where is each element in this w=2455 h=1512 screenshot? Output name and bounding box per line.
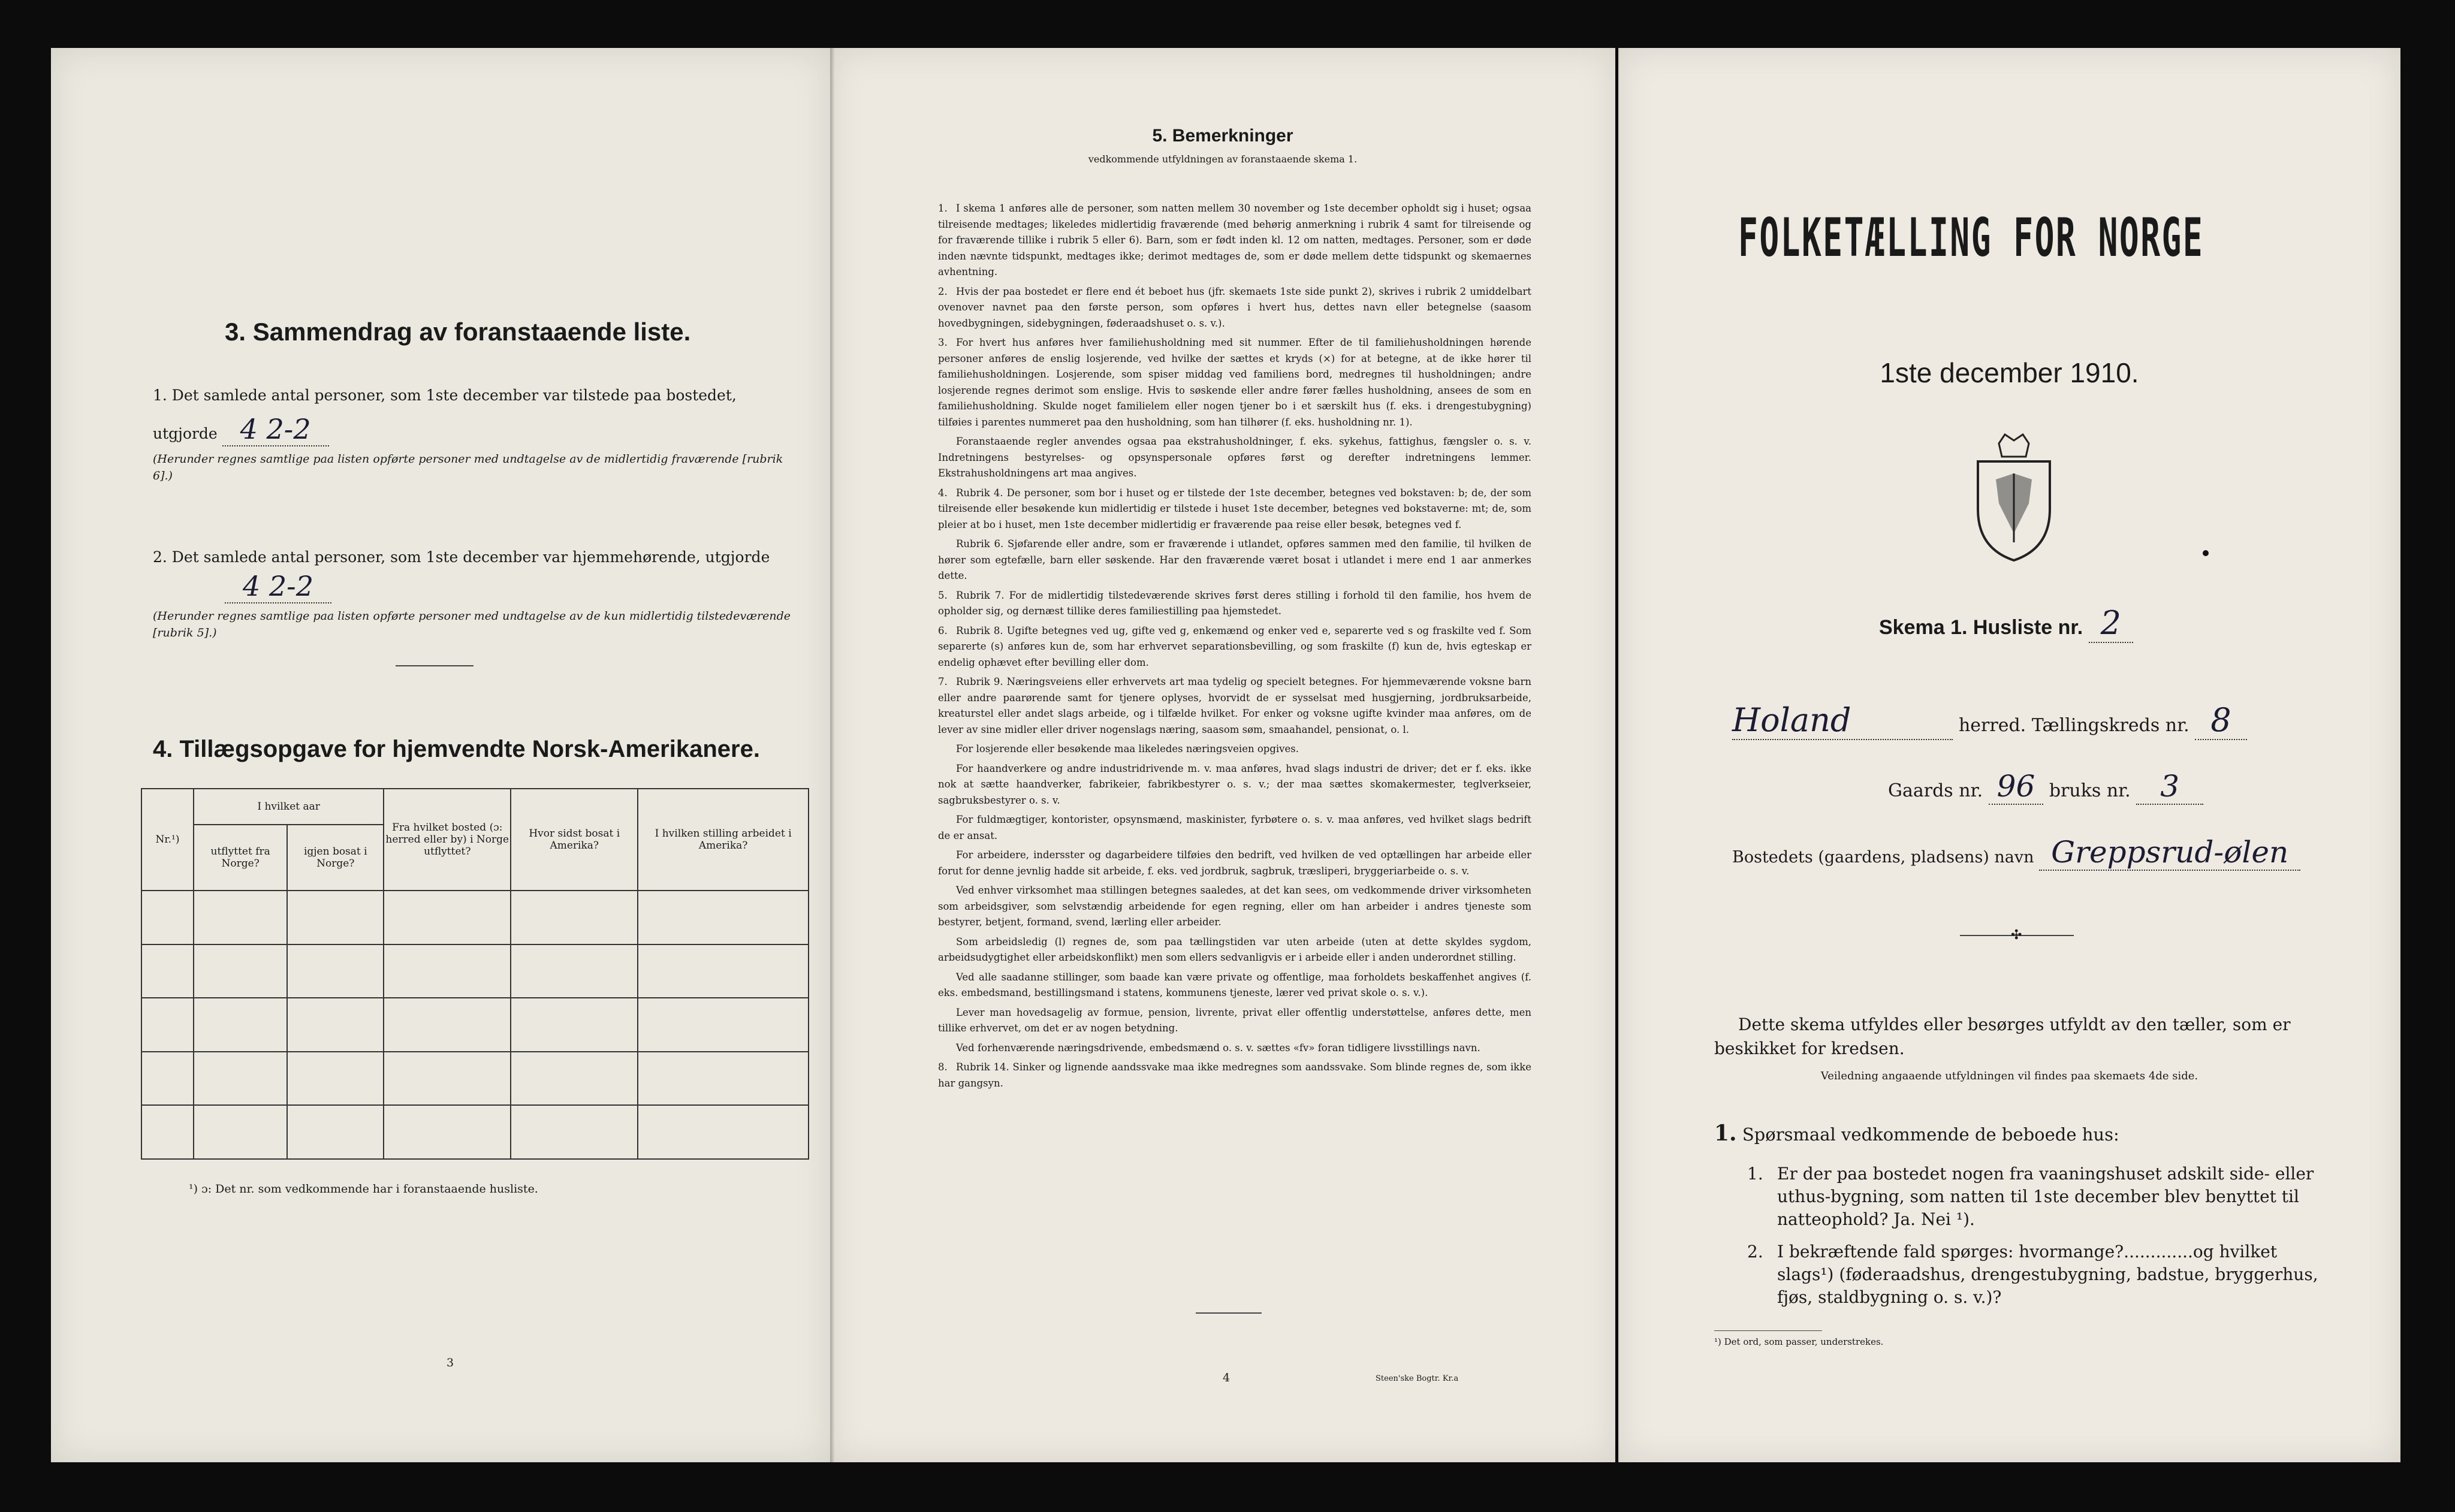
table-row[interactable] <box>141 1052 809 1106</box>
remark-text: Rubrik 9. Næringsveiens eller erhvervets art maa tydelig og specielt betegnes. For hjemmeværende voksne barn eller andre paarørende samt for tjenere oplyses, hvorvidt de er sysselsat med husgjerning, jordbruksarbeide, kreaturstel eller andet slags arbeide, og i tilfælde hvilket. For enker og voksne ugifte kvinder maa anføres, om de lever av sine midler eller driver nogenslags næring, saasom søm, smaahandel, pensionat, o. l. <box>938 676 1531 735</box>
gaards-label: Gaards nr. <box>1888 780 1983 801</box>
ornament-icon: ✣ <box>2011 928 2022 943</box>
remark-text: Hvis der paa bostedet er flere end ét beboet hus (jfr. skemaets 1ste side punkt 2), skrives i rubrik 2 umiddelbart ovenover navnet paa den første person, som opføres i hvert hus, dettes navn eller betegnelse (saasom hovedbygningen, sidebygningen, føderaadshuset o. s. v.). <box>938 285 1531 329</box>
remark-paragraph <box>938 284 1531 332</box>
col-from-where: Fra hvilket bosted (ɔ: herred eller by) i Norge utflyttet? <box>384 789 511 891</box>
questions-header <box>1714 1121 2119 1146</box>
remark-text: For haandverkere og andre industridrivende m. v. maa anføres, hvad slags industri de driver; det er f. eks. ikke nok at sætte haandverker, fabrikeier, fabrikbestyrer o. s. v.; der maa sættes skomakermester, teglverkseier, sagbruksbestyrer o. s. v. <box>938 762 1531 806</box>
husliste-nr-value[interactable]: 2 <box>2089 604 2133 643</box>
page-3 <box>51 48 830 1462</box>
section-3-title: 3. Sammendrag av foranstaaende liste. <box>225 318 691 346</box>
coat-of-arms-icon <box>1966 431 2062 563</box>
table-row[interactable] <box>141 998 809 1052</box>
remark-text: Som arbeidsledig (l) regnes de, som paa tællingstiden var uten arbeide (uten at dette skyldes sygdom, arbeidsudygtighet eller arbeidskonflikt) men som ellers sedvanligvis er i arbeide eller i anden underordnet stilling. <box>938 935 1531 963</box>
remark-paragraph <box>938 485 1531 533</box>
page-1-footnote: ¹) Det ord, som passer, understrekes. <box>1714 1336 1884 1347</box>
summary-item-1-text: 1. Det samlede antal personer, som 1ste december var tilstede paa bostedet, <box>153 387 737 404</box>
questions-header-text: Spørsmaal vedkommende de beboede hus: <box>1742 1124 2119 1145</box>
summary-item-1 <box>153 384 812 484</box>
skema-line <box>1879 604 2133 642</box>
norsk-amerikanere-table <box>141 788 809 1160</box>
remark-text: Ved forhenværende næringsdrivende, embedsmænd o. s. v. sættes «fv» foran tidligere livsstillings navn. <box>956 1042 1480 1054</box>
bosted-value[interactable]: Greppsrud-ølen <box>2039 835 2300 871</box>
question-1-num: 1. <box>1747 1164 1763 1184</box>
census-date: 1ste december 1910. <box>1880 357 2139 388</box>
remark-paragraph <box>938 1005 1531 1037</box>
divider <box>396 665 473 666</box>
remark-paragraph <box>938 761 1531 809</box>
remark-text: For losjerende eller besøkende maa likeledes næringsveien opgives. <box>956 743 1299 755</box>
table-row[interactable] <box>141 891 809 944</box>
bruks-value[interactable]: 3 <box>2136 769 2203 805</box>
remark-number: 8. <box>938 1061 948 1073</box>
table-row[interactable] <box>141 944 809 998</box>
gaards-value[interactable]: 96 <box>1989 769 2044 805</box>
bosted-label: Bostedets (gaardens, pladsens) navn <box>1732 848 2034 867</box>
remark-paragraph <box>938 536 1531 584</box>
col-occupation: I hvilken stilling arbeidet i Amerika? <box>638 789 809 891</box>
page-number: 4 <box>1223 1371 1230 1384</box>
remark-number: 6. <box>938 624 948 636</box>
section-4-title: 4. Tillægsopgave for hjemvendte Norsk-Amerikanere. <box>153 736 760 762</box>
page-fold <box>830 48 835 1462</box>
remark-text: For arbeidere, indersster og dagarbeidere tilføies den bedrift, ved hvilken de ved optællingen har arbeide eller forut for denne jevnlig hadde sit arbeide, f. eks. ved jordbruk, sagbruk, træsliperi, bryggeriarbeide o. s. v. <box>938 849 1531 877</box>
remark-number: 1. <box>938 203 948 214</box>
ink-dot <box>2203 550 2209 556</box>
col-returned: igjen bosat i Norge? <box>287 825 384 891</box>
question-1-text: Er der paa bostedet nogen fra vaaningshuset adskilt side- eller uthus-bygning, som natten til 1ste december blev benyttet til natteophold? Ja. Nei ¹). <box>1777 1164 2314 1229</box>
remark-paragraph <box>938 812 1531 844</box>
remark-text: Rubrik 7. For de midlertidig tilstedeværende skrives først deres stilling i forhold til den familie, hos hvem de opholder sig, og dernæst tillike deres familiestilling paa hjemstedet. <box>938 589 1531 617</box>
remark-text: Rubrik 8. Ugifte betegnes ved ug, gifte ved g, enkemænd og enker ved e, separerte ved s og fraskilte ved f. Som separerte (s) anføres kun de, som har erhvervet separationsbevilling, og som fraskilte (f) kun de, hvis egteskap er endelig ophævet efter bevilling eller dom. <box>938 624 1531 668</box>
remark-paragraph <box>938 741 1531 757</box>
bosted-line <box>1732 835 2300 871</box>
item-2-handwritten-count[interactable]: 4 2-2 <box>225 570 331 603</box>
question-1 <box>1747 1163 2323 1231</box>
col-last-residence: Hvor sidst bosat i Amerika? <box>511 789 638 891</box>
remarks-title: 5. Bemerkninger <box>1152 126 1293 146</box>
bruks-label: bruks nr. <box>2049 780 2131 801</box>
divider <box>1196 1312 1262 1314</box>
remark-paragraph <box>938 934 1531 966</box>
remark-paragraph <box>938 201 1531 280</box>
page-4 <box>830 48 1615 1462</box>
summary-item-2 <box>153 545 812 641</box>
summary-item-2-text: 2. Det samlede antal personer, som 1ste december var hjemmehørende, utgjorde <box>153 548 770 566</box>
item-2-note: (Herunder regnes samtlige paa listen opførte personer med undtagelse av de kun midlertidig tilstedeværende [rubrik 5].) <box>153 609 791 639</box>
herred-value[interactable]: Holand <box>1732 701 1953 740</box>
col-nr: Nr.¹) <box>141 789 194 891</box>
remark-text: Rubrik 4. De personer, som bor i huset og er tilstede der 1ste december, betegnes ved bokstaven: b; de, der som tilreisende eller besøkende kun midlertidig er tilstede i huset 1ste december, betegnes ved bokstaverne: mt; de, som pleier at bo i huset, men 1ste december midlertidig er fraværende paa reise eller besøk, betegnes ved f. <box>938 487 1531 530</box>
remark-paragraph <box>938 1040 1531 1057</box>
remark-text: For hvert hus anføres hver familiehusholdning med sit nummer. Efter de til familiehusholdningen hørende personer anføres de enslig losjerende, ved hvilke der sættes et kryds (×) for at betegne, at de ikke hører til familiehusholdningen. Losjerende, som spiser middag ved familiens bord, medregnes til husholdningen; andre losjerende regnes derimot som enslige. Hvis to søskende eller andre fører fælles husholdning, ansees de som en familiehusholdning. Skulde noget familielem eller nogen tjener bo i et særskilt hus (f. eks. i drengestubygning) tilføies i parentes nummeret paa den husholdning, som han tilhører (f. eks. husholdning nr. 1). <box>938 337 1531 428</box>
kreds-label: Tællingskreds nr. <box>2031 715 2189 736</box>
remark-paragraph <box>938 674 1531 738</box>
remark-paragraph <box>938 970 1531 1001</box>
divider <box>1714 1330 1822 1331</box>
remark-paragraph <box>938 883 1531 931</box>
page-number: 3 <box>447 1356 454 1369</box>
question-2-num: 2. <box>1747 1242 1763 1261</box>
table-footnote: ¹) ɔ: Det nr. som vedkommende har i foranstaaende husliste. <box>189 1182 538 1196</box>
remark-text: I skema 1 anføres alle de personer, som natten mellem 30 november og 1ste december opholdt sig i huset; ogsaa tilreisende medtages; likeledes midlertidig fraværende (med behørig anmerkning i rubrik 4 samt for tilreisende og for fraværende tillike i rubrik 5 eller 6). Barn, som er født inden kl. 12 om natten, medtages. Personer, som er døde inden nævnte tidspunkt, medtages ikke; derimot medtages de, som er døde mellem dette tidspunkt og skemaernes avhentning. <box>938 203 1531 277</box>
remarks-list <box>938 201 1531 1095</box>
remark-text: Rubrik 14. Sinker og lignende aandssvake maa ikke medregnes som aandssvake. Som blinde regnes de, som ikke har gangsyn. <box>938 1061 1531 1089</box>
remark-paragraph <box>938 335 1531 430</box>
intro-text: Dette skema utfyldes eller besørges utfyldt av den tæller, som er beskikket for kredsen. <box>1714 1015 2291 1058</box>
herred-label: herred. <box>1958 715 2026 736</box>
remark-paragraph <box>938 434 1531 482</box>
questions-header-num: 1. <box>1714 1121 1737 1146</box>
col-emigrated: utflyttet fra Norge? <box>194 825 287 891</box>
question-2-text: I bekræftende fald spørges: hvormange?.............og hvilket slags¹) (føderaadshus, drengestubygning, badstue, bryggerhus, fjøs, staldbygning o. s. v.)? <box>1777 1242 2318 1307</box>
remark-paragraph <box>938 588 1531 620</box>
remark-paragraph <box>938 623 1531 671</box>
col-year-group: I hvilket aar <box>194 789 384 825</box>
census-title: FOLKETÆLLING FOR NORGE <box>1738 207 2204 268</box>
remark-number: 7. <box>938 676 948 687</box>
item-1-handwritten-count[interactable]: 4 2-2 <box>222 413 329 446</box>
utgjorde-label: utgjorde <box>153 425 218 442</box>
remark-paragraph <box>938 1060 1531 1091</box>
remark-text: For fuldmægtiger, kontorister, opsynsmænd, maskinister, fyrbøtere o. s. v. maa anføres, ved hvilket slags bedrift de er ansat. <box>938 814 1531 841</box>
remark-text: Rubrik 6. Sjøfarende eller andre, som er fraværende i utlandet, opføres sammen med den familie, til hvilken de hører som egtefælle, barn eller søskende. Har den fraværende været bosat i utlandet i mere end 1 aar anmerkes dette. <box>938 538 1531 581</box>
item-1-note: (Herunder regnes samtlige paa listen opførte personer med undtagelse av de midlertidig fraværende [rubrik 6].) <box>153 452 783 482</box>
question-2 <box>1747 1241 2323 1309</box>
page-fold <box>1615 48 1620 1462</box>
table-row[interactable] <box>141 1105 809 1159</box>
printer-mark: Steen'ske Bogtr. Kr.a <box>1376 1374 1459 1383</box>
kreds-value[interactable]: 8 <box>2195 701 2246 740</box>
remark-text: Lever man hovedsagelig av formue, pension, livrente, privat eller offentlig understøttelse, anføres dette, men tillike erhvervet, om det er av nogen betydning. <box>938 1006 1531 1034</box>
page-1 <box>1618 48 2400 1462</box>
remark-number: 4. <box>938 487 948 499</box>
remark-number: 2. <box>938 285 948 297</box>
remark-text: Ved alle saadanne stillinger, som baade kan være private og offentlige, maa forholdets beskaffenhet angives (f. eks. embedsmand, bestillingsmand i statens, kommunens tjeneste, lærer ved privat skole o. s. v.). <box>938 971 1531 998</box>
guide-text: Veiledning angaaende utfyldningen vil findes paa skemaets 4de side. <box>1820 1070 2198 1082</box>
remark-text: Foranstaaende regler anvendes ogsaa paa ekstrahusholdninger, f. eks. sykehus, fattighus, fængsler o. s. v. Indretningens bestyrelses- og opsynspersonale opføres først og derefter indretningens lemmer. Ekstrahusholdningens art maa angives. <box>938 436 1531 479</box>
skema-label: Skema 1. Husliste nr. <box>1879 616 2083 639</box>
remark-number: 5. <box>938 589 948 601</box>
remark-text: Ved enhver virksomhet maa stillingen betegnes saaledes, at det kan sees, om vedkommende driver virksomheten som arbeidsgiver, som selvstændig arbeidende for egen regning, eller om han arbeider i andres tjeneste som bestyrer, betjent, formand, svend, lærling eller arbeider. <box>938 885 1531 928</box>
herred-line <box>1732 701 2332 739</box>
gaards-line <box>1888 769 2203 804</box>
remark-number: 3. <box>938 337 948 348</box>
remark-paragraph <box>938 847 1531 879</box>
remarks-subtitle: vedkommende utfyldningen av foranstaaende skema 1. <box>1088 153 1358 165</box>
